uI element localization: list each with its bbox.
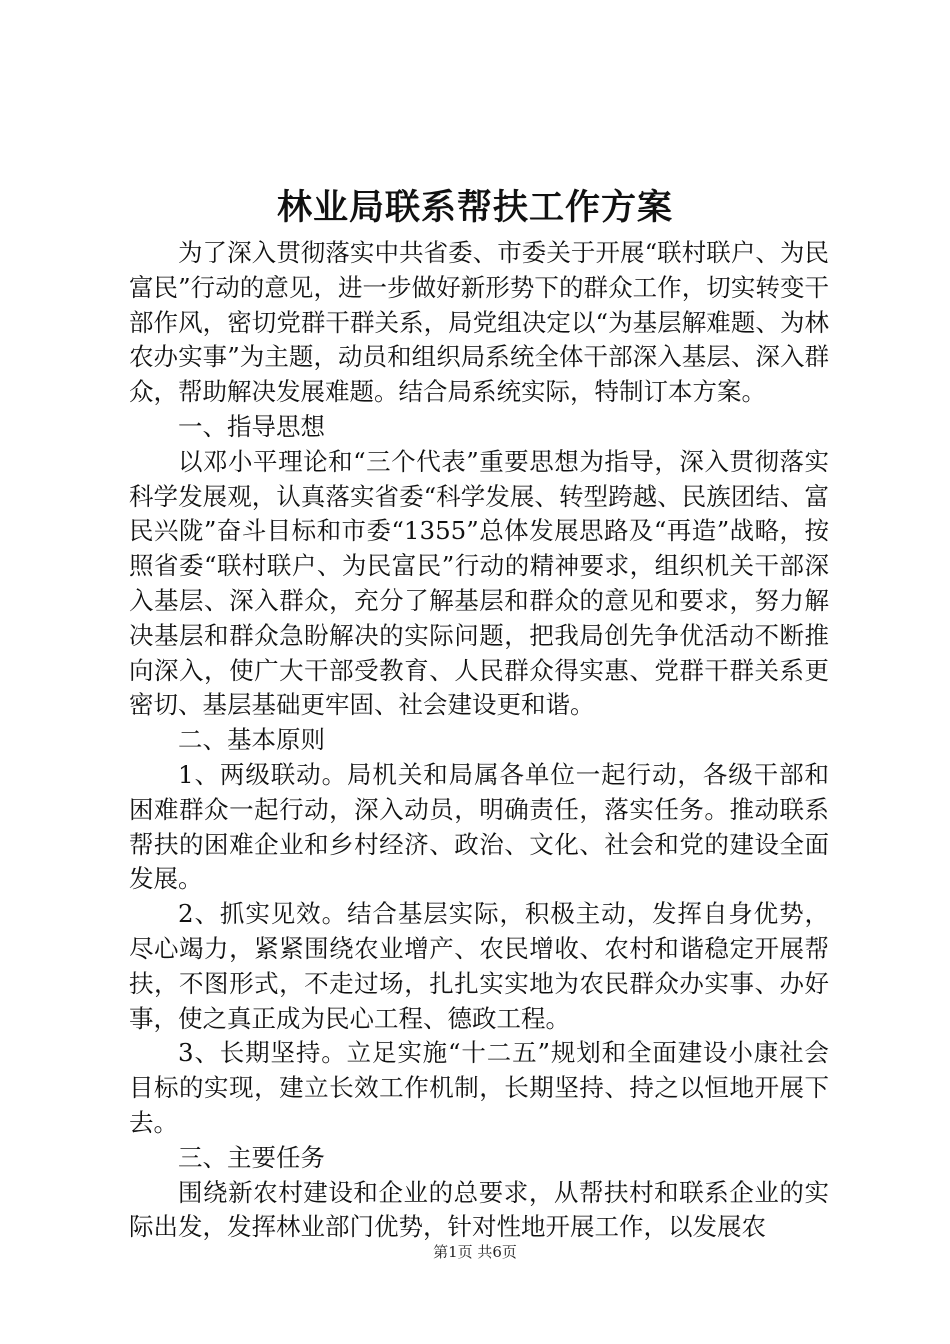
main-tasks-paragraph: 围绕新农村建设和企业的总要求，从帮扶村和联系企业的实际出发，发挥林业部门优势，针对性地开展工作，以发展农	[129, 1177, 829, 1242]
intro-paragraph: 为了深入贯彻落实中共省委、市委关于开展“联村联户、为民富民”行动的意见，进一步做好新形势下的群众工作，切实转变干部作风，密切党群干群关系，局党组决定以“为基层解难题、为林农办实事”为主题，动员和组织局系统全体干部深入基层、深入群众，帮助解决发展难题。结合局系统实际，特制订本方案。	[129, 238, 829, 407]
principle-3-paragraph: 3、长期坚持。立足实施“十二五”规划和全面建设小康社会目标的实现，建立长效工作机制，长期坚持、持之以恒地开展下去。	[129, 1038, 829, 1137]
section-heading-basic-principles: 二、基本原则	[178, 725, 325, 755]
document-title: 林业局联系帮扶工作方案	[276, 187, 673, 228]
section-heading-main-tasks: 三、主要任务	[178, 1142, 325, 1172]
document-body	[129, 236, 829, 1245]
principle-2-paragraph: 2、抓实见效。结合基层实际，积极主动，发挥自身优势，尽心竭力，紧紧围绕农业增产、农民增收、农村和谐稳定开展帮扶，不图形式，不走过场，扎扎实实地为农民群众办实事、办好事，使之真正成为民心工程、德政工程。	[129, 899, 829, 1033]
page-footer: 第1页 共6页	[433, 1243, 517, 1261]
principle-1-paragraph: 1、两级联动。局机关和局属各单位一起行动，各级干部和困难群众一起行动，深入动员，明确责任，落实任务。推动联系帮扶的困难企业和乡村经济、政治、文化、社会和党的建设全面发展。	[129, 759, 829, 894]
guiding-ideology-paragraph: 以邓小平理论和“三个代表”重要思想为指导，深入贯彻落实科学发展观，认真落实省委“科学发展、转型跨越、民族团结、富民兴陇”奋斗目标和市委“1355”总体发展思路及“再造”战略，按照省委“联村联户、为民富民”行动的精神要求，组织机关干部深入基层、深入群众，充分了解基层和群众的意见和要求，努力解决基层和群众急盼解决的实际问题，把我局创先争优活动不断推向深入，使广大干部受教育、人民群众得实惠、党群干群关系更密切、基层基础更牢固、社会建设更和谐。	[129, 446, 829, 720]
section-heading-guiding-ideology: 一、指导思想	[178, 411, 325, 441]
